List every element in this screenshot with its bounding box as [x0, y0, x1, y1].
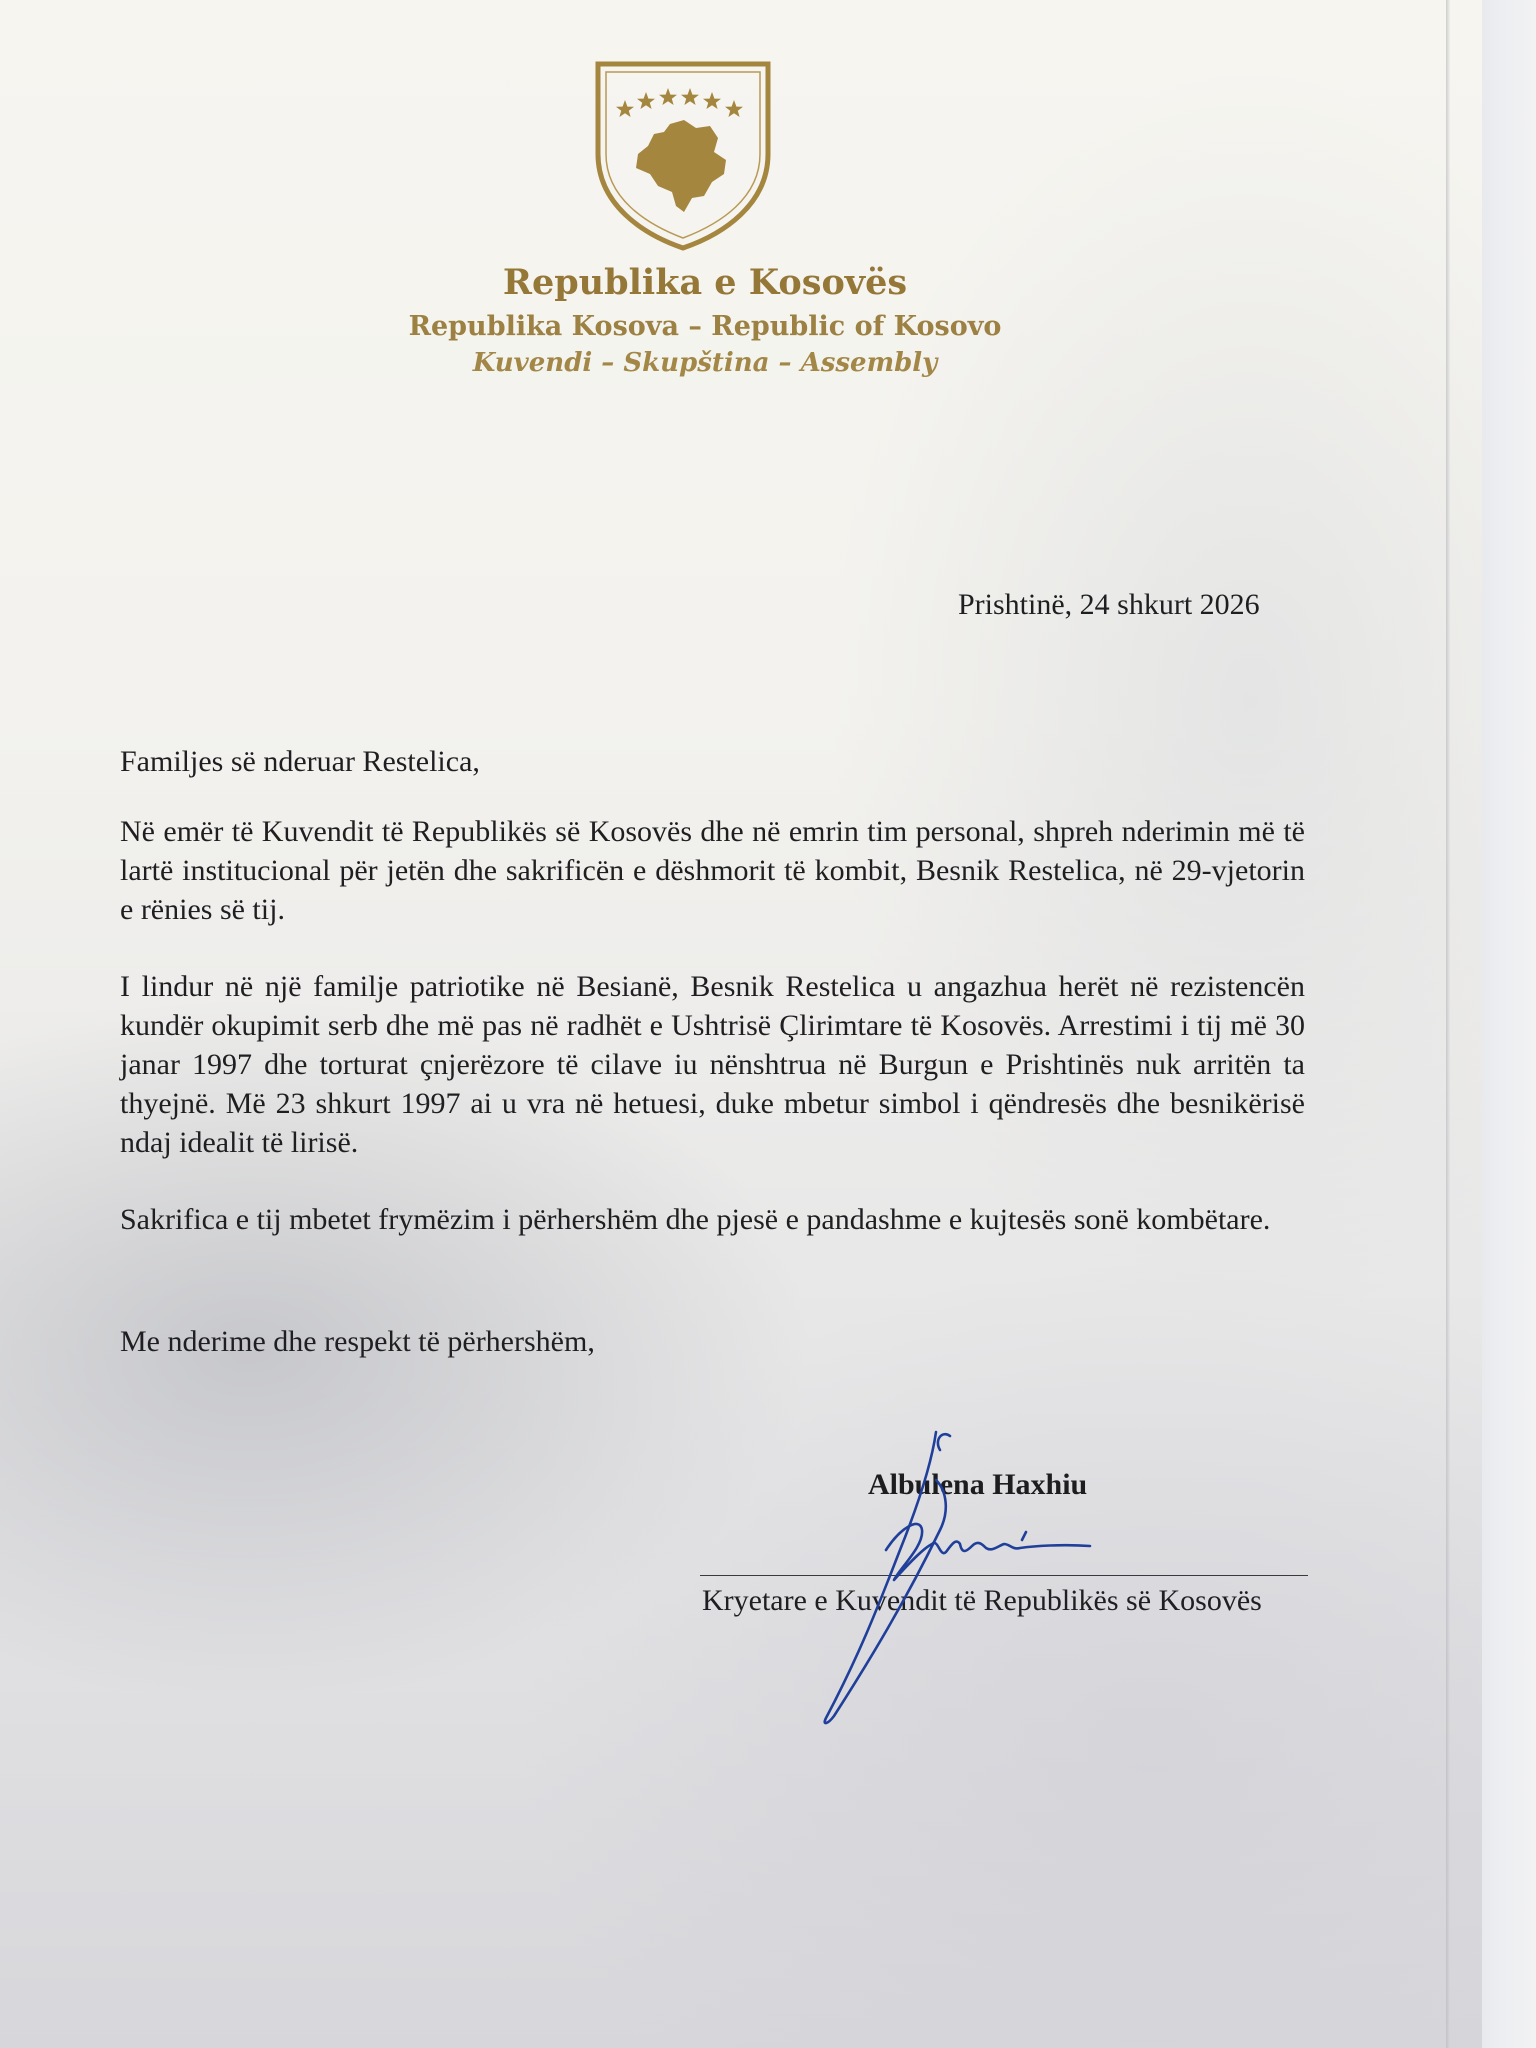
- letterhead-country-translations: Republika Kosova – Republic of Kosovo: [408, 311, 1002, 342]
- letter-date: Prishtinë, 24 shkurt 2026: [958, 588, 1260, 621]
- signer-title: Kryetare e Kuvendit të Republikës së Kosovës: [702, 1584, 1262, 1617]
- kosovo-coat-of-arms-icon: [592, 56, 774, 252]
- letter-salutation: Familjes së nderuar Restelica,: [120, 745, 480, 778]
- sheet-edge: [1446, 0, 1450, 2048]
- letterhead-institution: Kuvendi – Skupština – Assembly: [472, 348, 938, 378]
- letterhead-country: Republika e Kosovës: [502, 262, 908, 303]
- signer-name: Albulena Haxhiu: [868, 1468, 1088, 1501]
- signature-line: [700, 1575, 1308, 1576]
- letter-paragraph: Sakrifica e tij mbetet frymëzim i përhershëm dhe pjesë e pandashme e kujtesës sonë kombëtare.: [120, 1203, 1271, 1236]
- letter-paragraph: Në emër të Kuvendit të Republikës së Kosovës dhe në emrin tim personal, shpreh nderimin më të lartë institucional për jetën dhe sakrificën e dëshmorit të kombit, Besnik Restelica, në 29-vjetorin e rënies së tij.: [120, 815, 1305, 926]
- letter-paragraph: I lindur në një familje patriotike në Besianë, Besnik Restelica u angazhua herët në rezistencën kundër okupimit serb dhe më pas në radhët e Ushtrisë Çlirimtare të Kosovës. Arrestimi i tij më 30 janar 1997 dhe torturat çnjerëzore të cilave iu nënshtrua në Burgun e Prishtinës nuk arritën ta thyejnë. Më 23 shkurt 1997 ai u vra në hetuesi, duke mbetur simbol i qëndresës dhe besnikërisë ndaj idealit të lirisë.: [120, 970, 1305, 1159]
- letter-closing: Me nderime dhe respekt të përhershëm,: [120, 1325, 595, 1358]
